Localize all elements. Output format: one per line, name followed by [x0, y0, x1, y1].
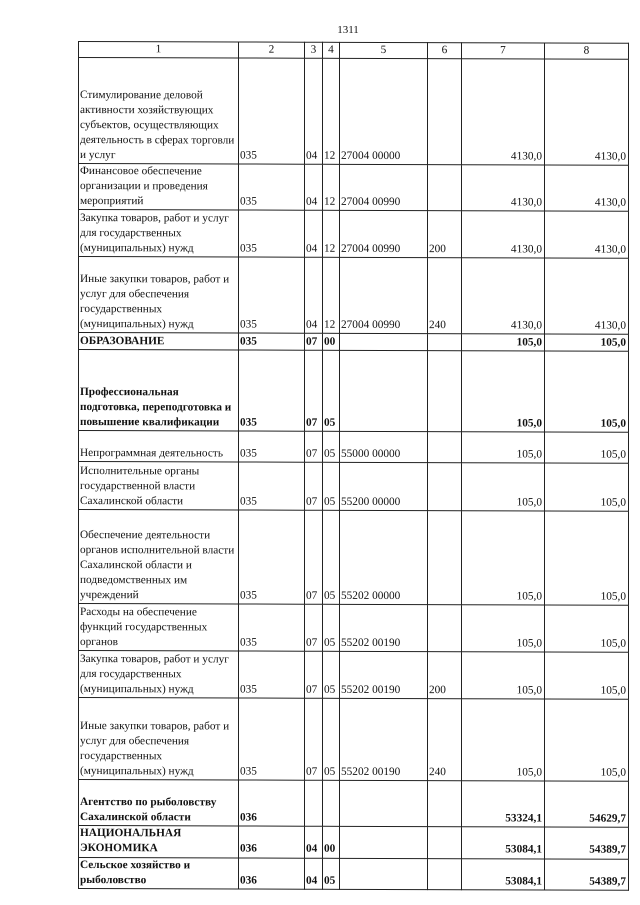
ministry-code: 035	[239, 350, 305, 431]
section-code: 07	[305, 511, 323, 605]
expense-type-code	[428, 351, 462, 432]
ministry-code: 035	[239, 58, 305, 164]
row-name: Обеспечение деятельности органов исполнительной власти Сахалинской области и подведомственных им учреждений	[79, 510, 239, 605]
target-article-code: 27004 00990	[340, 258, 428, 334]
expense-type-code	[428, 781, 462, 827]
amount-year2: 4130,0	[545, 258, 629, 334]
amount-year1: 105,0	[462, 432, 545, 463]
target-article-code: 55202 00000	[340, 511, 428, 605]
ministry-code: 036	[239, 826, 305, 857]
row-name: Закупка товаров, работ и услуг для государственных (муниципальных) нужд	[79, 210, 239, 258]
target-article-code: 27004 00990	[340, 211, 428, 258]
row-name: Профессиональная подготовка, переподготовка и повышение квалификации	[79, 350, 239, 432]
subsection-code: 05	[323, 652, 340, 699]
header-row	[79, 42, 629, 60]
table-row	[79, 210, 629, 259]
ministry-code: 035	[239, 510, 305, 604]
section-code: 04	[305, 858, 323, 889]
target-article-code: 55202 00190	[340, 699, 428, 781]
amount-year2: 105,0	[545, 334, 629, 351]
section-code: 07	[305, 605, 323, 652]
expense-type-code	[428, 165, 462, 211]
amount-year2: 105,0	[545, 699, 629, 781]
subsection-code: 05	[323, 511, 340, 605]
table-row	[79, 698, 629, 782]
subsection-code: 00	[323, 827, 340, 858]
table-row	[79, 857, 629, 890]
target-article-code: 55202 00190	[340, 605, 428, 652]
subsection-code: 05	[323, 858, 340, 889]
table-row	[79, 510, 629, 606]
target-article-code: 55202 00190	[340, 652, 428, 699]
header-cell: 1	[79, 42, 239, 59]
row-name: Сельское хозяйство и рыболовство	[79, 857, 239, 889]
amount-year2: 4130,0	[545, 165, 629, 212]
amount-year1: 53324,1	[462, 781, 545, 827]
section-code: 07	[305, 652, 323, 699]
row-name: Иные закупки товаров, работ и услуг для обеспечения государственных (муниципальных) нужд	[79, 698, 239, 781]
target-article-code: 27004 00990	[340, 164, 428, 211]
subsection-code	[323, 781, 340, 827]
expense-type-code: 200	[428, 211, 462, 258]
expense-type-code	[428, 511, 462, 605]
header-cell: 4	[323, 42, 340, 58]
amount-year2: 105,0	[545, 351, 629, 432]
amount-year2: 105,0	[545, 463, 629, 511]
amount-year1: 4130,0	[462, 59, 545, 165]
subsection-code: 05	[323, 351, 340, 432]
subsection-code: 00	[323, 334, 340, 351]
header-cell: 6	[428, 43, 462, 59]
expense-type-code	[428, 59, 462, 165]
section-code: 04	[305, 164, 323, 210]
section-code: 07	[305, 432, 323, 463]
ministry-code: 035	[239, 462, 305, 510]
target-article-code	[340, 351, 428, 432]
target-article-code	[340, 827, 428, 858]
amount-year2: 105,0	[545, 605, 629, 652]
target-article-code: 27004 00000	[340, 58, 428, 164]
section-code: 04	[305, 827, 323, 858]
subsection-code: 05	[323, 699, 340, 781]
section-code: 07	[305, 334, 323, 351]
expense-type-code	[428, 858, 462, 889]
expense-type-code	[428, 463, 462, 511]
target-article-code	[340, 781, 428, 827]
ministry-code: 035	[239, 698, 305, 780]
section-code: 04	[305, 258, 323, 334]
section-code: 07	[305, 351, 323, 432]
table-row	[79, 350, 629, 433]
section-code: 04	[305, 211, 323, 258]
subsection-code: 05	[323, 605, 340, 652]
amount-year2: 4130,0	[545, 59, 629, 165]
amount-year2: 105,0	[545, 511, 629, 605]
ministry-code: 035	[239, 164, 305, 210]
row-name: Закупка товаров, работ и услуг для государственных (муниципальных) нужд	[79, 651, 239, 699]
amount-year1: 53084,1	[462, 858, 545, 889]
subsection-code: 12	[323, 58, 340, 164]
page-number: 1311	[337, 24, 359, 36]
subsection-code: 12	[323, 211, 340, 258]
table-row	[79, 780, 629, 828]
amount-year1: 4130,0	[462, 211, 545, 258]
row-name: ОБРАЗОВАНИЕ	[79, 333, 239, 351]
amount-year1: 4130,0	[462, 165, 545, 212]
header-cell: 8	[545, 43, 629, 59]
expense-type-code	[428, 334, 462, 351]
row-name: Расходы на обеспечение функций государственных органов	[79, 604, 239, 652]
subsection-code: 12	[323, 258, 340, 334]
target-article-code: 55200 00000	[340, 463, 428, 511]
amount-year1: 105,0	[462, 652, 545, 699]
section-code	[305, 781, 323, 827]
amount-year2: 54389,7	[545, 859, 629, 890]
target-article-code	[340, 334, 428, 351]
amount-year2: 105,0	[545, 652, 629, 699]
row-name: Стимулирование деловой активности хозяйствующих субъектов, осуществляющих деятельность в сферах торговли и услуг	[79, 58, 239, 165]
row-name: Исполнительные органы государственной власти Сахалинской области	[79, 462, 239, 511]
table-row	[79, 826, 629, 859]
budget-table	[78, 41, 629, 890]
row-name: Иные закупки товаров, работ и услуг для обеспечения государственных (муниципальных) нужд	[79, 257, 239, 334]
table-row	[79, 333, 629, 352]
subsection-code: 05	[323, 432, 340, 463]
ministry-code: 035	[239, 210, 305, 257]
expense-type-code: 240	[428, 258, 462, 334]
ministry-code: 035	[239, 604, 305, 651]
amount-year2: 4130,0	[545, 211, 629, 258]
amount-year1: 105,0	[462, 334, 545, 351]
amount-year2: 54389,7	[545, 827, 629, 858]
header-cell: 2	[239, 42, 305, 58]
ministry-code: 035	[239, 333, 305, 350]
table-row	[79, 651, 629, 700]
ministry-code: 035	[239, 651, 305, 698]
header-cell: 7	[462, 43, 545, 59]
ministry-code: 036	[239, 858, 305, 889]
amount-year1: 4130,0	[462, 258, 545, 334]
subsection-code: 05	[323, 463, 340, 511]
expense-type-code: 240	[428, 699, 462, 781]
table-row	[79, 164, 629, 212]
table-row	[79, 431, 629, 464]
subsection-code: 12	[323, 164, 340, 210]
amount-year2: 54629,7	[545, 781, 629, 827]
expense-type-code	[428, 827, 462, 858]
row-name: Агентство по рыболовству Сахалинской области	[79, 780, 239, 827]
section-code: 04	[305, 58, 323, 164]
table-row	[79, 604, 629, 653]
section-code: 07	[305, 463, 323, 511]
target-article-code: 55000 00000	[340, 432, 428, 463]
table-row	[79, 257, 629, 335]
amount-year2: 105,0	[545, 432, 629, 463]
row-name: НАЦИОНАЛЬНАЯ ЭКОНОМИКА	[79, 826, 239, 858]
header-cell: 3	[305, 42, 323, 58]
amount-year1: 53084,1	[462, 827, 545, 858]
expense-type-code	[428, 605, 462, 652]
amount-year1: 105,0	[462, 605, 545, 652]
section-code: 07	[305, 699, 323, 781]
table-row	[79, 58, 629, 166]
amount-year1: 105,0	[462, 699, 545, 781]
row-name: Непрограммная деятельность	[79, 431, 239, 463]
amount-year1: 105,0	[462, 351, 545, 432]
expense-type-code	[428, 432, 462, 463]
header-cell: 5	[340, 42, 428, 58]
target-article-code	[340, 858, 428, 889]
ministry-code: 035	[239, 257, 305, 333]
amount-year1: 105,0	[462, 511, 545, 605]
table-row	[79, 462, 629, 512]
row-name: Финансовое обеспечение организации и проведения мероприятий	[79, 164, 239, 211]
ministry-code: 036	[239, 780, 305, 826]
ministry-code: 035	[239, 431, 305, 462]
amount-year1: 105,0	[462, 463, 545, 511]
expense-type-code: 200	[428, 652, 462, 699]
